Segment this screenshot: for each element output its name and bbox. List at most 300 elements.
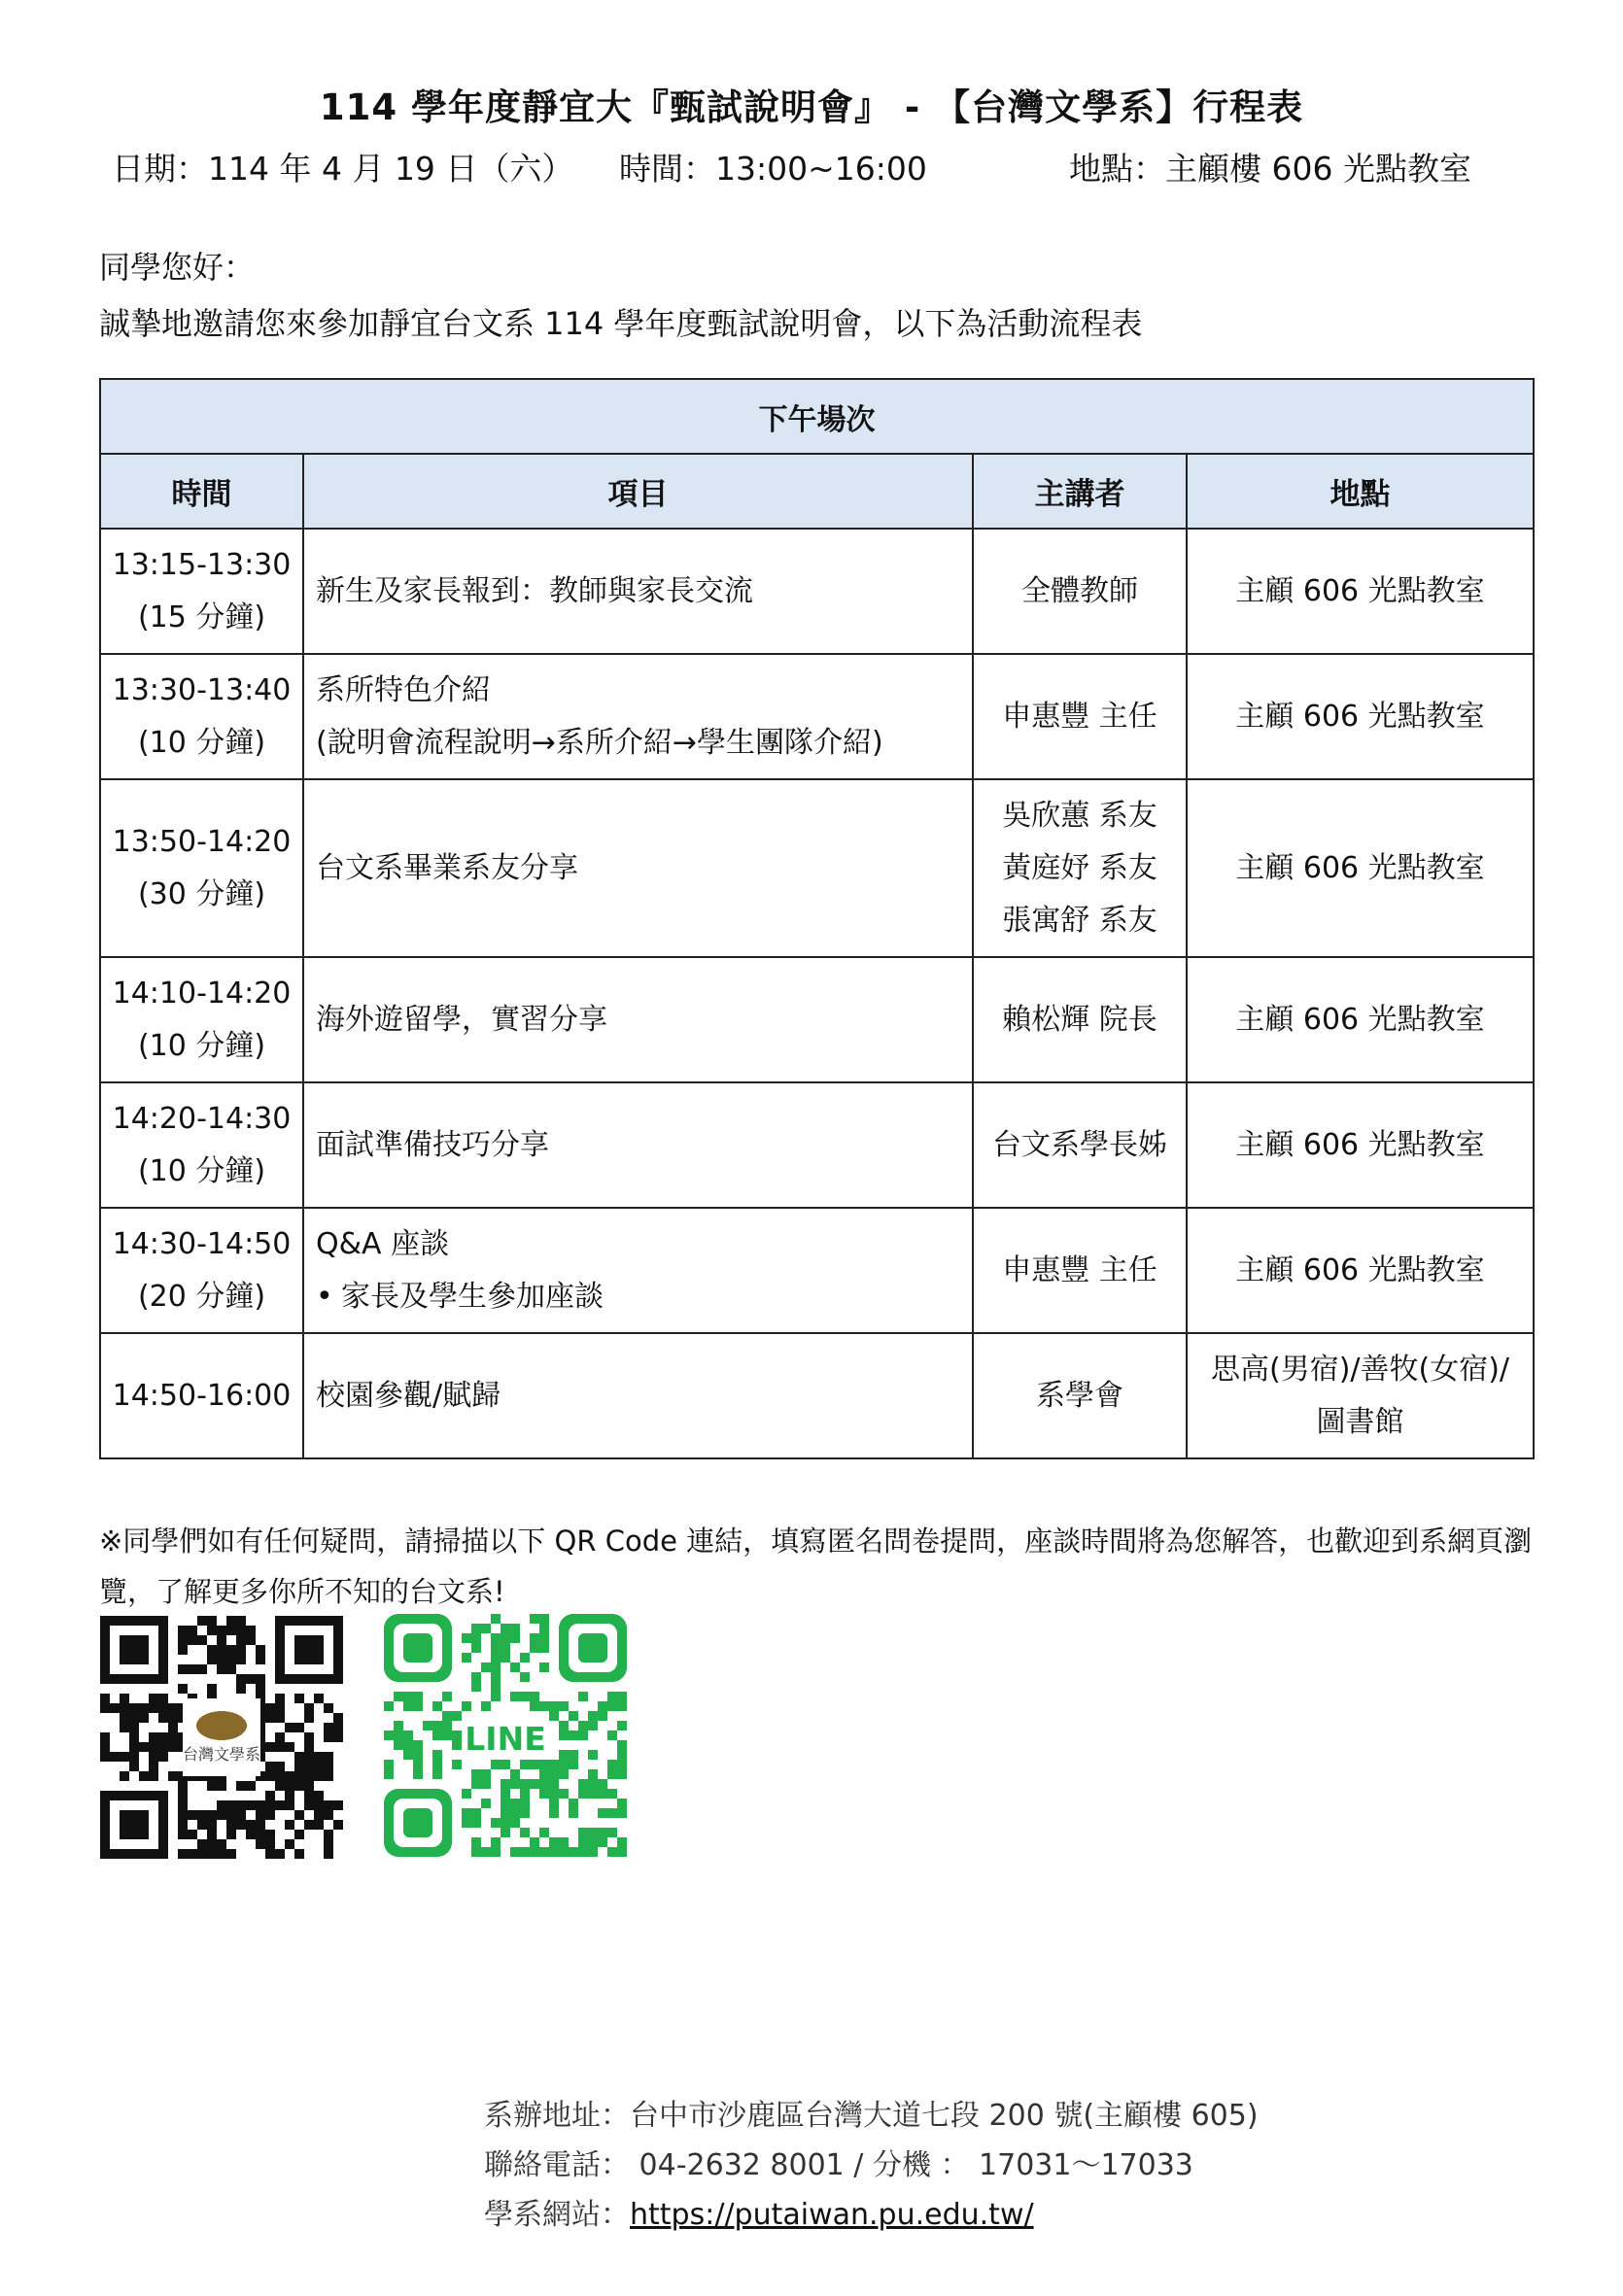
qr-module	[384, 1731, 394, 1740]
qr-module	[100, 1752, 110, 1762]
qr-module	[452, 1731, 462, 1740]
row-speaker: 申惠豐 主任	[973, 1208, 1187, 1333]
qr-module	[314, 1800, 324, 1810]
greeting: 同學您好：	[99, 249, 256, 286]
qr-module	[236, 1810, 246, 1820]
qr-module	[432, 1721, 442, 1731]
qr-module	[188, 1810, 197, 1820]
qr-module	[539, 1760, 549, 1769]
row-duration: (10 分鐘)	[137, 725, 266, 760]
qr-module	[442, 1692, 452, 1701]
row-item: 系所特色介紹	[316, 672, 491, 707]
qr-module	[129, 1762, 139, 1771]
qr-module	[462, 1789, 471, 1799]
qr-module	[491, 1614, 501, 1624]
qr-module	[510, 1779, 520, 1789]
qr-module	[539, 1828, 549, 1837]
qr-module	[314, 1752, 324, 1762]
qr-module	[285, 1791, 294, 1800]
row-place: 主顧 606 光點教室	[1187, 1082, 1534, 1208]
qr-module	[520, 1828, 530, 1837]
column-header-time: 時間	[100, 454, 303, 529]
qr-module	[539, 1769, 549, 1779]
qr-module	[471, 1837, 481, 1847]
table-row	[100, 654, 1534, 779]
row-place: 主顧 606 光點教室	[1187, 654, 1534, 779]
qr-module	[304, 1703, 314, 1713]
row-time: 13:50-14:20	[112, 824, 292, 859]
qr-module	[178, 1781, 188, 1791]
qr-module	[197, 1820, 207, 1830]
qr-module	[168, 1723, 178, 1732]
qr-module	[197, 1635, 207, 1645]
qr-module	[333, 1723, 343, 1732]
qr-module	[275, 1771, 285, 1781]
qr-module	[530, 1847, 539, 1857]
qr-module	[501, 1808, 510, 1818]
qr-module	[294, 1810, 304, 1820]
qr-module	[569, 1711, 578, 1721]
qr-module	[236, 1645, 246, 1655]
qr-module	[413, 1692, 423, 1701]
row-place: 主顧 606 光點教室	[1187, 529, 1534, 654]
qr-module	[285, 1820, 294, 1830]
website-label: 學系網站：	[484, 2198, 630, 2232]
qr-module	[559, 1847, 569, 1857]
line-logo-icon: LINE	[465, 1720, 546, 1758]
qr-module	[559, 1701, 569, 1711]
qr-module	[432, 1760, 442, 1769]
qr-module	[246, 1830, 256, 1839]
qr-module	[226, 1820, 236, 1830]
qr-module	[607, 1769, 617, 1779]
bullet-icon: •	[316, 1279, 333, 1314]
qr-module	[394, 1731, 403, 1740]
qr-module	[607, 1701, 617, 1711]
row-item: 新生及家長報到：教師與家長交流	[303, 529, 973, 654]
row-place: 主顧 606 光點教室	[1187, 1208, 1534, 1333]
qr-module	[491, 1692, 501, 1701]
qr-module	[207, 1645, 217, 1655]
qr-module	[207, 1616, 217, 1626]
qr-module	[403, 1692, 413, 1701]
qr-module	[539, 1701, 549, 1711]
table-row	[100, 1208, 1534, 1333]
qr-module	[236, 1800, 246, 1810]
session-header: 下午場次	[100, 379, 1534, 454]
qr-module	[158, 1713, 168, 1723]
qr-module	[481, 1701, 491, 1711]
qr-module	[149, 1703, 158, 1713]
qr-module	[510, 1633, 520, 1643]
qr-module	[539, 1643, 549, 1653]
qr-module	[333, 1732, 343, 1742]
qr-module	[617, 1760, 627, 1769]
qr-module	[617, 1799, 627, 1808]
row-item-sub: (說明會流程說明→系所介紹→學生團隊介紹)	[316, 725, 883, 760]
line-qr-code[interactable]	[384, 1613, 627, 1858]
qr-module	[394, 1692, 403, 1701]
qr-module	[452, 1711, 462, 1721]
qr-module	[139, 1703, 149, 1713]
qr-module	[520, 1847, 530, 1857]
qr-module	[520, 1808, 530, 1818]
qr-module	[314, 1694, 324, 1703]
website-link[interactable]: https://putaiwan.pu.edu.tw/	[630, 2198, 1034, 2232]
qr-module	[559, 1837, 569, 1847]
qr-module	[481, 1624, 491, 1633]
qr-module	[578, 1731, 588, 1740]
qr-module	[149, 1762, 158, 1771]
qr-module	[188, 1626, 197, 1635]
qr-module	[236, 1626, 246, 1635]
qr-module	[491, 1633, 501, 1643]
qr-module	[578, 1837, 588, 1847]
qr-module	[304, 1791, 314, 1800]
qr-module	[598, 1808, 607, 1818]
qr-module	[607, 1760, 617, 1769]
qr-module	[462, 1653, 471, 1662]
qr-module	[217, 1664, 226, 1674]
qr-module	[207, 1849, 217, 1859]
qr-module	[520, 1653, 530, 1662]
qr-module	[197, 1616, 207, 1626]
qr-module	[617, 1808, 627, 1818]
qr-module	[129, 1713, 139, 1723]
qr-module	[324, 1800, 333, 1810]
qr-module	[120, 1752, 129, 1762]
qr-module	[265, 1703, 275, 1713]
qr-module	[432, 1769, 442, 1779]
row-duration: (20 分鐘)	[137, 1279, 266, 1314]
qr-module	[324, 1810, 333, 1820]
qr-module	[607, 1731, 617, 1740]
qr-module	[598, 1837, 607, 1847]
qr-module	[256, 1800, 265, 1810]
qr-module	[294, 1849, 304, 1859]
qr-module	[314, 1791, 324, 1800]
qr-module	[510, 1624, 520, 1633]
qr-module	[168, 1771, 178, 1781]
qr-module	[178, 1684, 188, 1694]
event-date: 日期：114 年 4 月 19 日（六）	[112, 150, 574, 188]
qr-module	[530, 1643, 539, 1653]
qr-module	[510, 1847, 520, 1857]
qr-module	[462, 1633, 471, 1643]
qr-module	[275, 1742, 285, 1752]
row-time: 13:30-13:40	[112, 672, 292, 707]
qr-module	[246, 1674, 256, 1684]
qr-module	[539, 1847, 549, 1857]
qr-module	[188, 1664, 197, 1674]
qr-module	[501, 1818, 510, 1828]
qr-module	[324, 1732, 333, 1742]
qr-module	[530, 1614, 539, 1624]
qr-module	[530, 1692, 539, 1701]
qr-module	[236, 1781, 246, 1791]
qr-module	[236, 1674, 246, 1684]
qr-module	[226, 1655, 236, 1664]
qr-module	[236, 1635, 246, 1645]
qr-module	[588, 1769, 598, 1779]
row-time: 13:15-13:30	[112, 547, 292, 582]
qr-module	[471, 1672, 481, 1682]
qr-module	[413, 1701, 423, 1711]
qr-module	[384, 1701, 394, 1711]
qr-module	[607, 1828, 617, 1837]
row-item: 校園參觀/賦歸	[303, 1333, 973, 1458]
qr-module	[598, 1711, 607, 1721]
qr-module	[226, 1830, 236, 1839]
qr-module	[501, 1789, 510, 1799]
qr-module	[462, 1818, 471, 1828]
qr-module	[549, 1847, 559, 1857]
qr-module	[588, 1711, 598, 1721]
qr-module	[520, 1779, 530, 1789]
qr-module	[510, 1808, 520, 1818]
qr-module	[265, 1839, 275, 1849]
qr-module	[569, 1799, 578, 1808]
qr-module	[275, 1800, 285, 1810]
qr-module	[403, 1731, 413, 1740]
qr-module	[394, 1740, 403, 1750]
qr-module	[265, 1830, 275, 1839]
qr-module	[178, 1800, 188, 1810]
qr-module	[530, 1760, 539, 1769]
row-speaker: 全體教師	[973, 529, 1187, 654]
qr-module	[256, 1645, 265, 1655]
qr-module	[569, 1847, 578, 1857]
column-header-item: 項目	[303, 454, 973, 529]
qr-module	[275, 1781, 285, 1791]
qr-module	[617, 1750, 627, 1760]
qr-module	[265, 1713, 275, 1723]
qr-module	[607, 1847, 617, 1857]
qr-module	[129, 1732, 139, 1742]
qr-module	[501, 1643, 510, 1653]
qr-module	[294, 1771, 304, 1781]
qr-module	[246, 1800, 256, 1810]
phone-number: 聯絡電話： 04-2632 8001 / 分機 ： 17031～17033	[484, 2148, 1193, 2182]
qr-module	[549, 1799, 559, 1808]
qr-module	[520, 1692, 530, 1701]
qr-module	[481, 1779, 491, 1789]
qr-module	[197, 1664, 207, 1674]
qr-module	[471, 1624, 481, 1633]
qr-module	[324, 1830, 333, 1839]
qr-module	[384, 1769, 394, 1779]
qr-module	[491, 1818, 501, 1828]
qr-module	[246, 1781, 256, 1791]
qr-module	[236, 1684, 246, 1694]
qr-module	[256, 1655, 265, 1664]
row-item: Q&A 座談	[316, 1226, 450, 1261]
qr-module	[598, 1828, 607, 1837]
qr-module	[217, 1810, 226, 1820]
qr-module	[265, 1762, 275, 1771]
qr-module	[578, 1847, 588, 1857]
qr-module	[549, 1711, 559, 1721]
qr-module	[304, 1800, 314, 1810]
qr-module	[501, 1760, 510, 1769]
qr-module	[285, 1839, 294, 1849]
qr-module	[275, 1762, 285, 1771]
row-place: 圖書館	[1316, 1404, 1404, 1439]
qr-module	[207, 1781, 217, 1791]
qr-module	[100, 1703, 110, 1713]
row-item-bullet: 家長及學生參加座談	[341, 1279, 604, 1314]
qr-module	[168, 1742, 178, 1752]
table-row	[100, 529, 1534, 654]
qr-module	[265, 1791, 275, 1800]
qr-module	[256, 1830, 265, 1839]
qr-module	[559, 1721, 569, 1731]
qr-module	[442, 1731, 452, 1740]
qr-note: ※同學們如有任何疑問，請掃描以下 QR Code 連結，填寫匿名問卷提問，座談時間將為您解答，也歡迎到系網頁瀏覽，了解更多你所不知的台文系!	[99, 1525, 1533, 1608]
qr-module	[217, 1635, 226, 1645]
qr-module	[413, 1760, 423, 1769]
qr-module	[217, 1781, 226, 1791]
qr-module	[100, 1694, 110, 1703]
office-address: 系辦地址：台中市沙鹿區台灣大道七段 200 號(主顧樓 605)	[484, 2099, 1259, 2133]
qr-module	[324, 1752, 333, 1762]
row-time: 14:20-14:30	[112, 1101, 292, 1136]
survey-qr-code[interactable]	[100, 1616, 343, 1859]
qr-module	[139, 1713, 149, 1723]
qr-module	[178, 1791, 188, 1800]
qr-module	[491, 1643, 501, 1653]
qr-module	[617, 1701, 627, 1711]
row-item: 台文系畢業系友分享	[303, 779, 973, 957]
qr-module	[394, 1721, 403, 1731]
qr-module	[481, 1662, 491, 1672]
qr-module	[314, 1762, 324, 1771]
qr-module	[236, 1655, 246, 1664]
qr-module	[265, 1810, 275, 1820]
qr-module	[197, 1849, 207, 1859]
qr-module	[178, 1635, 188, 1645]
qr-module	[501, 1624, 510, 1633]
qr-module	[324, 1839, 333, 1849]
qr-module	[471, 1643, 481, 1653]
qr-module	[607, 1789, 617, 1799]
qr-module	[120, 1694, 129, 1703]
qr-module	[265, 1742, 275, 1752]
qr-module	[588, 1847, 598, 1857]
qr-module	[432, 1731, 442, 1740]
qr-module	[569, 1750, 578, 1760]
qr-module	[510, 1662, 520, 1672]
qr-module	[304, 1820, 314, 1830]
row-item: 面試準備技巧分享	[303, 1082, 973, 1208]
qr-module	[197, 1839, 207, 1849]
qr-module	[275, 1694, 285, 1703]
row-speaker: 台文系學長姊	[973, 1082, 1187, 1208]
qr-module	[294, 1781, 304, 1791]
qr-module	[530, 1633, 539, 1643]
qr-module	[168, 1713, 178, 1723]
qr-module	[265, 1849, 275, 1859]
qr-module	[530, 1701, 539, 1711]
qr-module	[442, 1721, 452, 1731]
qr-module	[471, 1769, 481, 1779]
page-title: 114 學年度靜宜大『甄試說明會』 - 【台灣文學系】行程表	[319, 86, 1304, 128]
row-time: 14:50-16:00	[100, 1333, 303, 1458]
qr-module	[578, 1721, 588, 1731]
qr-module	[598, 1701, 607, 1711]
qr-module	[139, 1771, 149, 1781]
qr-module	[481, 1799, 491, 1808]
qr-module	[246, 1626, 256, 1635]
qr-module	[549, 1837, 559, 1847]
qr-module	[226, 1810, 236, 1820]
qr-module	[559, 1769, 569, 1779]
qr-module	[120, 1723, 129, 1732]
qr-module	[559, 1750, 569, 1760]
table-row	[100, 1333, 1534, 1458]
qr-module	[462, 1808, 471, 1818]
qr-module	[491, 1653, 501, 1662]
row-duration: (10 分鐘)	[137, 1153, 266, 1188]
qr-module	[501, 1653, 510, 1662]
qr-module	[265, 1771, 275, 1781]
qr-module	[285, 1771, 294, 1781]
qr-module	[384, 1760, 394, 1769]
qr-module	[226, 1800, 236, 1810]
qr-module	[442, 1711, 452, 1721]
qr-module	[256, 1839, 265, 1849]
row-place: 主顧 606 光點教室	[1187, 779, 1534, 957]
qr-module	[432, 1750, 442, 1760]
qr-module	[491, 1662, 501, 1672]
qr-module	[510, 1818, 520, 1828]
qr-module	[559, 1789, 569, 1799]
table-row	[100, 779, 1534, 957]
qr-module	[178, 1849, 188, 1859]
qr-module	[149, 1742, 158, 1752]
qr-module	[539, 1662, 549, 1672]
qr-module	[188, 1849, 197, 1859]
qr-module	[510, 1799, 520, 1808]
qr-module	[403, 1740, 413, 1750]
qr-module	[217, 1655, 226, 1664]
qr-module	[158, 1703, 168, 1713]
qr-module	[501, 1828, 510, 1837]
qr-module	[617, 1721, 627, 1731]
qr-module	[275, 1703, 285, 1713]
qr-module	[314, 1810, 324, 1820]
qr-module	[304, 1752, 314, 1762]
qr-module	[168, 1732, 178, 1742]
qr-module	[275, 1732, 285, 1742]
qr-module	[129, 1703, 139, 1713]
qr-module	[188, 1830, 197, 1839]
column-header-place: 地點	[1187, 454, 1534, 529]
qr-module	[236, 1820, 246, 1830]
row-time: 14:30-14:50	[112, 1226, 292, 1261]
qr-module	[617, 1740, 627, 1750]
qr-module	[501, 1633, 510, 1643]
qr-module	[207, 1839, 217, 1849]
qr-module	[110, 1703, 120, 1713]
qr-module	[265, 1800, 275, 1810]
qr-module	[588, 1750, 598, 1760]
qr-module	[569, 1760, 578, 1769]
row-place: 思高(男宿)/善牧(女宿)/	[1210, 1352, 1510, 1387]
qr-module	[120, 1771, 129, 1781]
qr-module	[197, 1810, 207, 1820]
qr-module	[110, 1752, 120, 1762]
